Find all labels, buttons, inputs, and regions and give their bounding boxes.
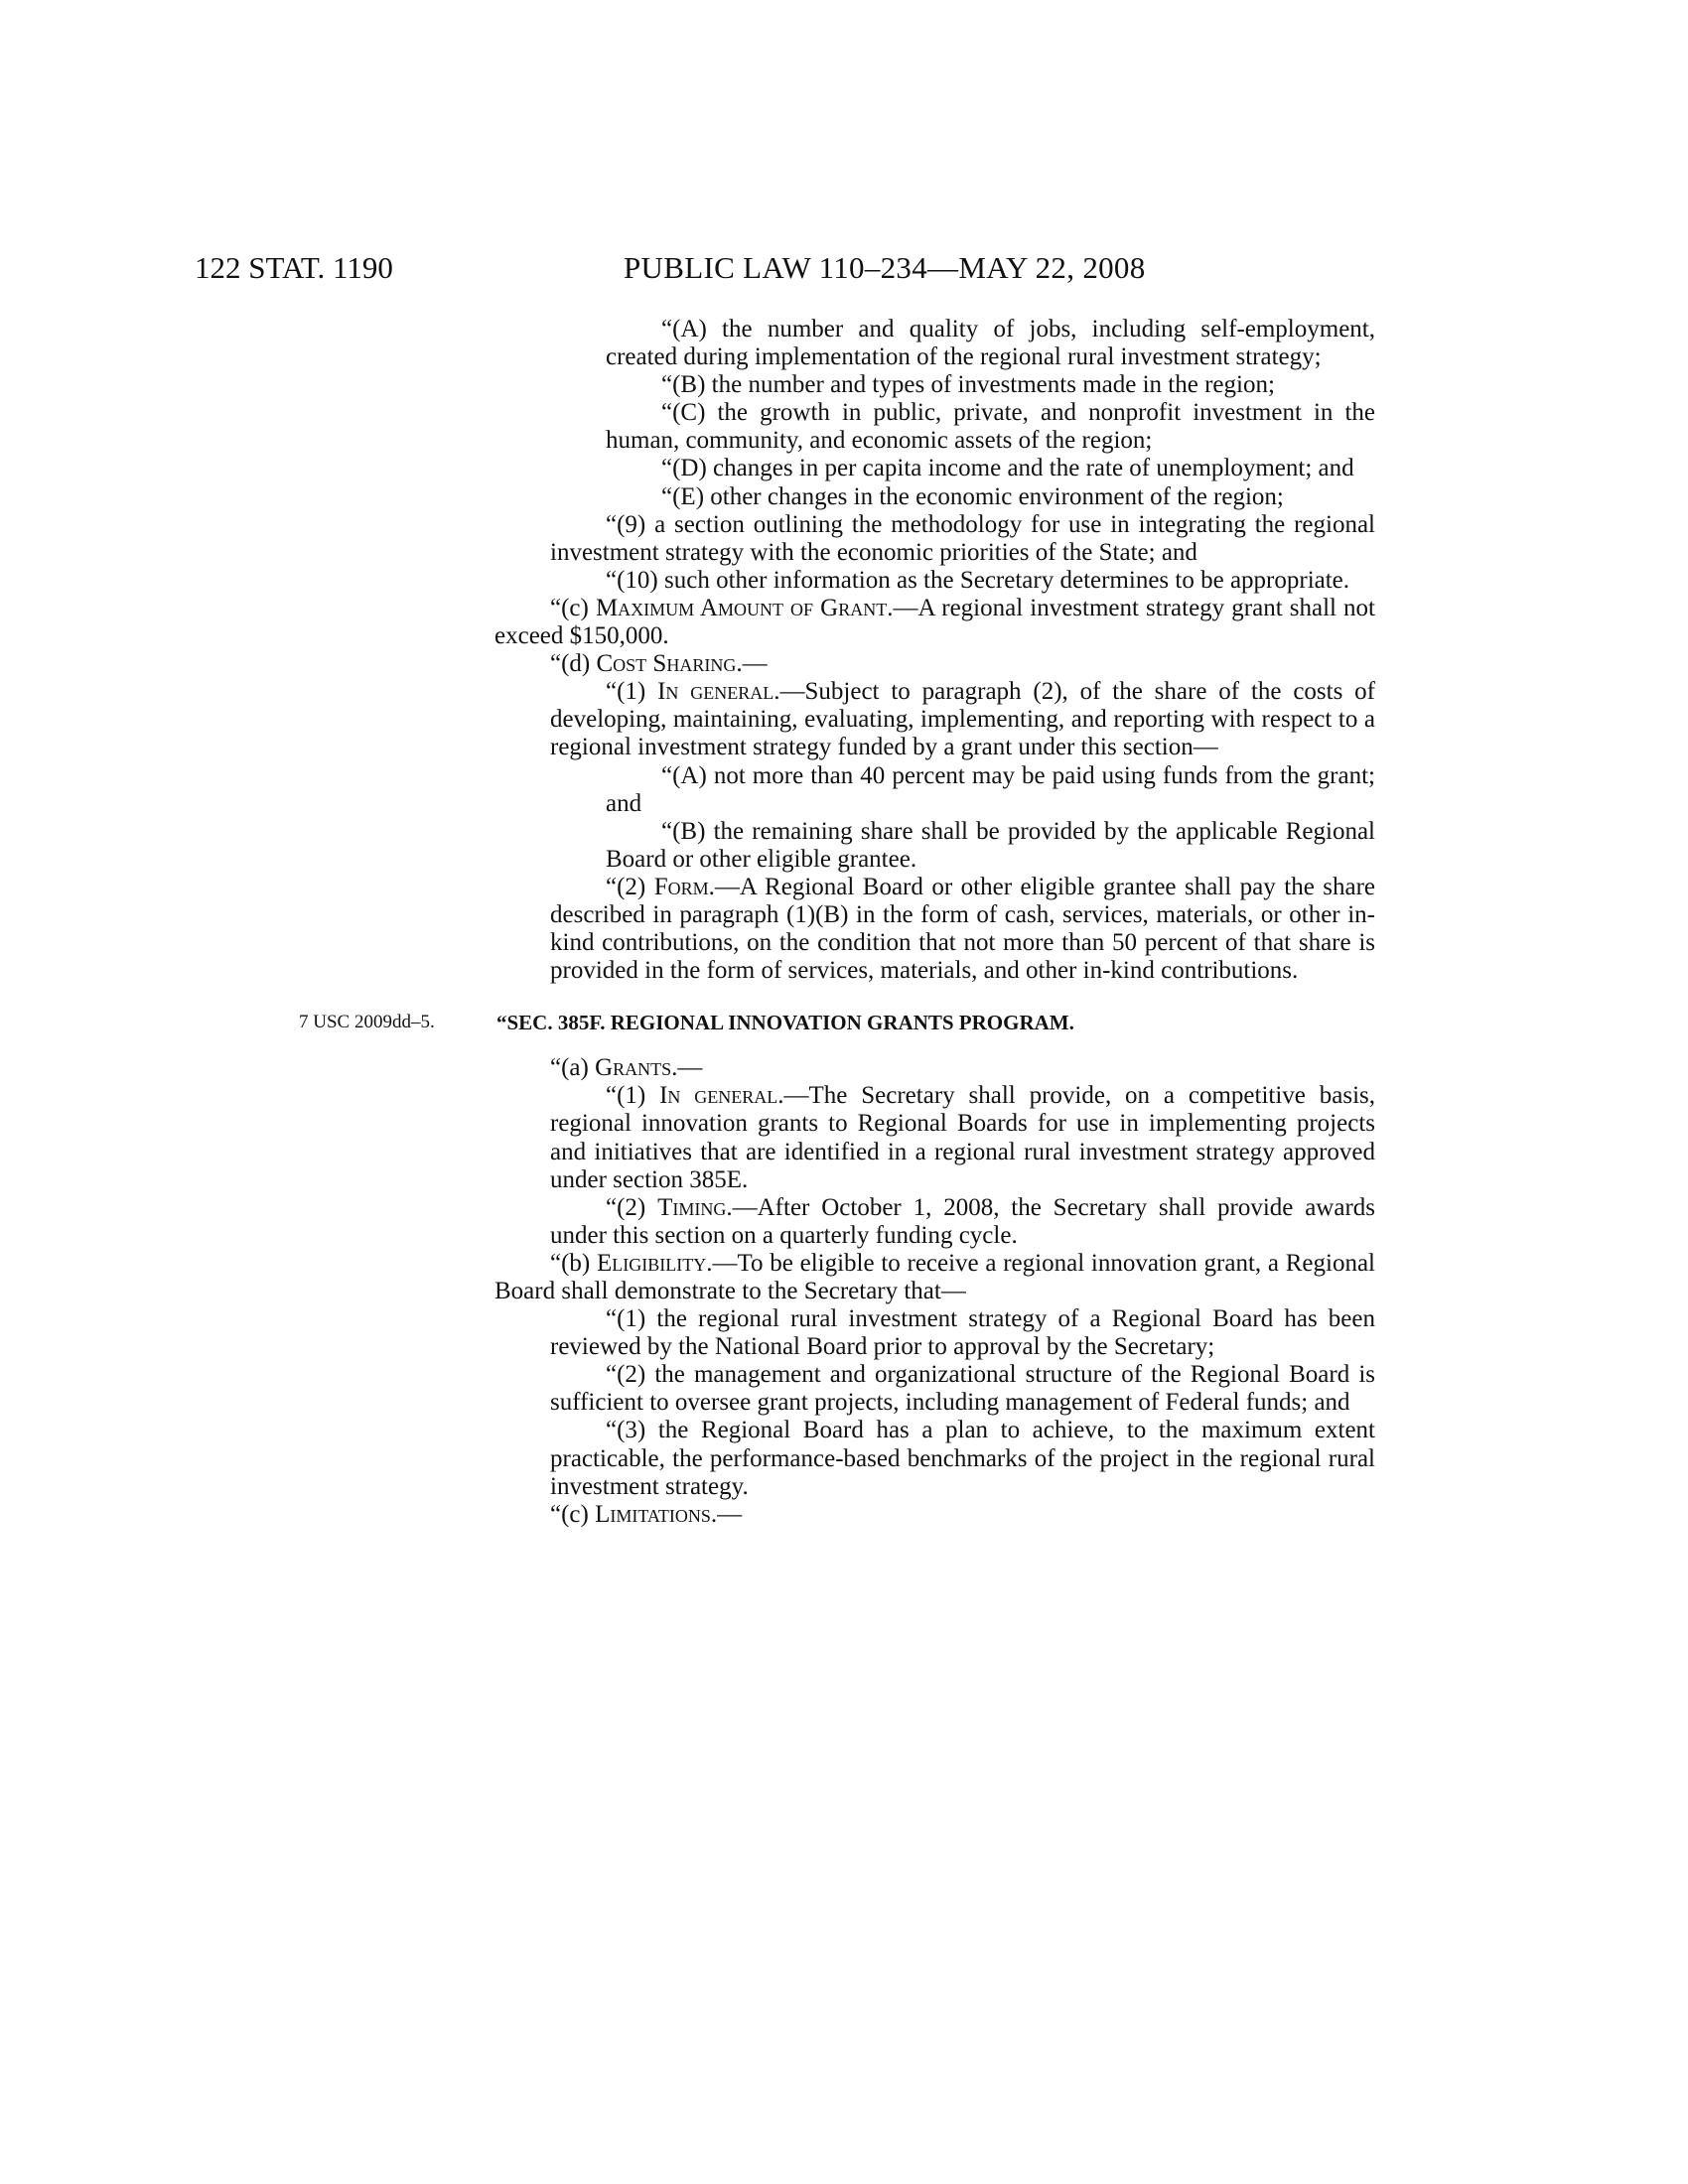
paragraph-caption: Maximum Amount of Grant (595, 594, 888, 621)
statute-paragraph (494, 1194, 1375, 1250)
paragraph-designator: “(c) (550, 594, 596, 621)
statute-paragraph (494, 371, 1375, 399)
paragraph-caption: Grants (595, 1054, 672, 1082)
paragraph-text: “(2) the management and organizational structure of the Regional Board is sufficient to oversee grant projects, including management of Federal funds; and (550, 1361, 1375, 1417)
paragraph-text: .—After October 1, 2008, the Secretary shall provide awards under this section on a quarterly funding cycle. (550, 1193, 1376, 1249)
paragraph-text: “(A) not more than 40 percent may be paid using funds from the grant; and (606, 761, 1375, 817)
paragraph-designator: “(2) (606, 1193, 658, 1221)
statute-paragraph (494, 483, 1375, 511)
statute-paragraph (494, 316, 1375, 371)
paragraph-text: .—Subject to paragraph (2), of the share of the costs of developing, maintaining, evaluating, implementing, and reporting with respect to a regional investment strategy funded by a grant under this section— (550, 678, 1375, 761)
paragraph-text: .—To be eligible to receive a regional innovation grant, a Regional Board shall demonstrate to the Secretary that— (494, 1249, 1375, 1304)
paragraph-text: “(C) the growth in public, private, and nonprofit investment in the human, community, and economic assets of the region; (606, 399, 1375, 455)
paragraph-designator: “(1) (606, 1082, 660, 1110)
statute-paragraph (494, 1417, 1375, 1500)
paragraph-caption: Limitations (595, 1500, 711, 1528)
paragraph-designator: “(a) (550, 1054, 596, 1082)
paragraph-designator: “(d) (550, 650, 597, 678)
statute-paragraph (494, 678, 1375, 761)
paragraph-caption: Timing (657, 1193, 727, 1221)
statute-paragraph (494, 1501, 1375, 1529)
paragraph-text: .— (710, 1500, 743, 1528)
law-title: PUBLIC LAW 110–234—MAY 22, 2008 (624, 250, 1146, 285)
paragraph-text: “(D) changes in per capita income and the rate of unemployment; and (661, 455, 1354, 482)
section-heading-row (299, 1009, 1375, 1036)
paragraph-text: .—The Secretary shall provide, on a competitive basis, regional innovation grants to Regional Boards for use in implementing projects and initiatives that are identified in a regional rural investment strategy approved under section 385E. (550, 1082, 1375, 1193)
statute-paragraph (494, 1305, 1375, 1361)
paragraph-caption: Form (653, 873, 709, 900)
paragraph-text: “(A) the number and quality of jobs, including self-employment, created during implementation of the regional rural investment strategy; (606, 316, 1375, 371)
paragraph-designator: “(c) (550, 1500, 596, 1528)
paragraph-text: “(1) the regional rural investment strategy of a Regional Board has been reviewed by the National Board prior to approval by the Secretary; (550, 1305, 1375, 1361)
statute-body (299, 316, 1376, 1529)
paragraph-caption: In general (659, 1082, 778, 1110)
statute-paragraph (494, 818, 1375, 874)
statute-paragraph (494, 1361, 1375, 1417)
statute-paragraph (494, 595, 1375, 650)
paragraph-text: “(3) the Regional Board has a plan to achieve, to the maximum extent practicable, the performance-based benchmarks of the project in the regional rural investment strategy. (550, 1417, 1375, 1500)
running-head (0, 246, 1688, 290)
usc-sidenote: 7 USC 2009dd–5. (299, 1012, 435, 1033)
paragraph-designator: “(b) (550, 1249, 597, 1277)
paragraph-text: “(E) other changes in the economic environment of the region; (661, 482, 1284, 510)
paragraph-designator: “(2) (606, 873, 654, 900)
paragraph-text: .—A regional investment strategy grant shall not exceed $150,000. (494, 594, 1376, 650)
paragraph-caption: Eligibility (597, 1249, 707, 1277)
statute-paragraph (494, 399, 1375, 455)
paragraph-block-1 (494, 316, 1375, 985)
statute-paragraph (494, 1082, 1375, 1193)
paragraph-text: “(9) a section outlining the methodology for use in integrating the regional investment strategy with the economic priorities of the State; and (550, 510, 1375, 566)
paragraph-text: “(B) the number and types of investments made in the region; (661, 371, 1275, 399)
statute-paragraph (494, 1250, 1375, 1305)
paragraph-text: .— (736, 650, 768, 678)
statute-paragraph (494, 511, 1375, 567)
statute-paragraph (494, 650, 1375, 678)
stat-reference: 122 STAT. 1190 (195, 250, 393, 285)
statute-paragraph (494, 567, 1375, 595)
paragraph-text: .—A Regional Board or other eligible grantee shall pay the share described in paragraph (1)(B) in the form of cash, services, materials, or other in-kind contributions, on the condition that not more than 50 percent of that share is provided in the form of services, materials, and other in-kind contributions. (550, 873, 1376, 985)
paragraph-text: .— (671, 1054, 703, 1082)
statute-paragraph (494, 1054, 1375, 1082)
section-heading: “SEC. 385F. REGIONAL INNOVATION GRANTS PROGRAM. (496, 1011, 1074, 1035)
statute-paragraph (494, 874, 1375, 985)
paragraph-text: “(10) such other information as the Secretary determines to be appropriate. (606, 566, 1350, 594)
paragraph-caption: Cost Sharing (596, 650, 737, 678)
paragraph-block-2 (494, 1054, 1375, 1529)
paragraph-text: “(B) the remaining share shall be provided by the applicable Regional Board or other eligible grantee. (606, 817, 1375, 873)
paragraph-caption: In general (657, 678, 774, 706)
statute-paragraph (494, 762, 1375, 818)
paragraph-designator: “(1) (606, 678, 658, 706)
statute-paragraph (494, 455, 1375, 482)
